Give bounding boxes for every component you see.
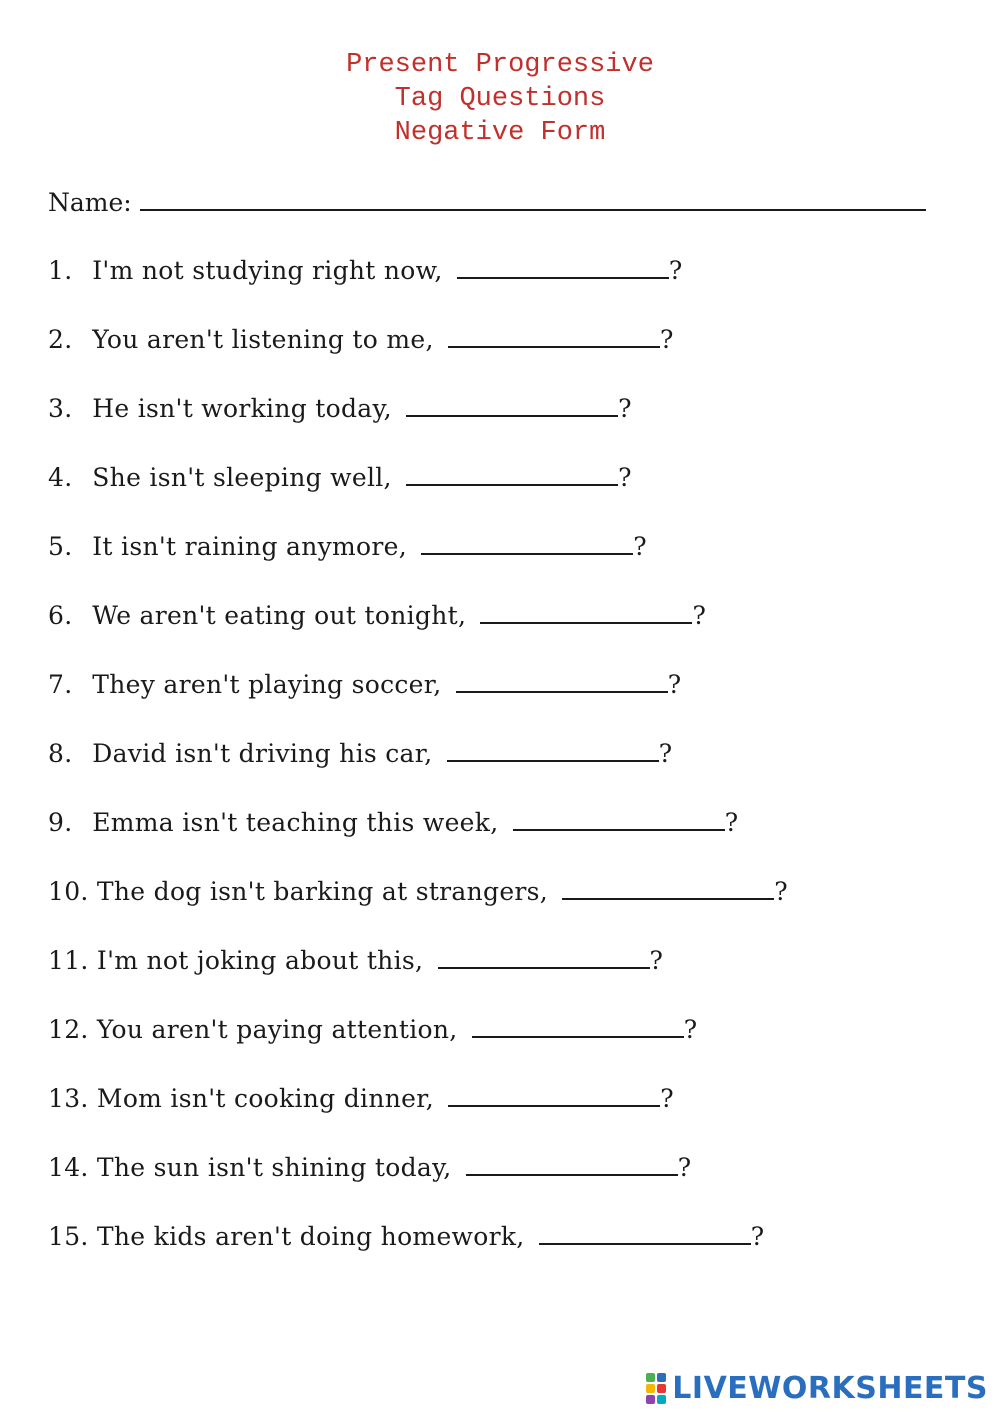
name-input[interactable]	[140, 185, 926, 211]
answer-blank[interactable]	[406, 393, 618, 417]
question-number: 11.	[48, 946, 89, 975]
question-text: Mom isn't cooking dinner,	[96, 1084, 434, 1113]
name-label: Name:	[48, 188, 132, 217]
question-item	[48, 323, 788, 392]
question-item	[48, 668, 788, 737]
question-mark: ?	[724, 808, 739, 837]
answer-blank[interactable]	[447, 738, 659, 762]
question-item	[48, 1013, 788, 1082]
question-number: 6.	[48, 601, 73, 630]
logo-square	[657, 1373, 666, 1382]
answer-blank[interactable]	[466, 1152, 678, 1176]
logo-text: LIVEWORKSHEETS	[672, 1371, 988, 1406]
question-number: 5.	[48, 532, 73, 561]
question-item	[48, 1082, 788, 1151]
answer-blank[interactable]	[513, 807, 725, 831]
question-number: 1.	[48, 256, 73, 285]
logo-square	[646, 1373, 655, 1382]
question-number: 10.	[48, 877, 89, 906]
answer-blank[interactable]	[480, 600, 692, 624]
question-text: Emma isn't teaching this week,	[92, 808, 499, 837]
question-text: It isn't raining anymore,	[92, 532, 407, 561]
logo-square	[657, 1395, 666, 1404]
question-mark: ?	[668, 256, 683, 285]
question-number: 13.	[48, 1084, 89, 1113]
question-number: 15.	[48, 1222, 89, 1251]
worksheet-title	[0, 48, 1000, 150]
question-item	[48, 1151, 788, 1220]
answer-blank[interactable]	[472, 1014, 684, 1038]
answer-blank[interactable]	[438, 945, 650, 969]
question-text: They aren't playing soccer,	[92, 670, 442, 699]
question-text: The kids aren't doing homework,	[96, 1222, 525, 1251]
logo-square	[657, 1384, 666, 1393]
answer-blank[interactable]	[448, 1083, 660, 1107]
question-item	[48, 254, 788, 323]
question-number: 4.	[48, 463, 73, 492]
question-item	[48, 806, 788, 875]
liveworksheets-logo	[646, 1371, 988, 1406]
question-item	[48, 875, 788, 944]
question-number: 2.	[48, 325, 73, 354]
answer-blank[interactable]	[457, 255, 669, 279]
question-mark: ?	[649, 946, 664, 975]
question-item	[48, 530, 788, 599]
question-number: 12.	[48, 1015, 89, 1044]
question-mark: ?	[750, 1222, 765, 1251]
logo-square	[646, 1384, 655, 1393]
question-text: We aren't eating out tonight,	[92, 601, 467, 630]
answer-blank[interactable]	[456, 669, 668, 693]
question-item	[48, 1220, 788, 1289]
answer-blank[interactable]	[448, 324, 660, 348]
question-number: 3.	[48, 394, 73, 423]
answer-blank[interactable]	[539, 1221, 751, 1245]
question-text: The dog isn't barking at strangers,	[96, 877, 549, 906]
question-item	[48, 599, 788, 668]
question-mark: ?	[618, 463, 632, 492]
question-mark: ?	[633, 532, 647, 561]
question-item	[48, 392, 788, 461]
question-mark: ?	[658, 739, 673, 768]
question-mark: ?	[659, 325, 674, 354]
question-item	[48, 944, 788, 1013]
question-text: I'm not studying right now,	[92, 256, 443, 285]
question-mark: ?	[774, 877, 789, 906]
answer-blank[interactable]	[421, 531, 633, 555]
question-mark: ?	[677, 1153, 692, 1182]
question-item	[48, 737, 788, 806]
answer-blank[interactable]	[562, 876, 774, 900]
question-mark: ?	[618, 394, 632, 423]
question-text: David isn't driving his car,	[92, 739, 433, 768]
question-text: The sun isn't shining today,	[96, 1153, 452, 1182]
title-line-2: Tag Questions	[394, 84, 606, 114]
title-line-1: Present Progressive	[346, 50, 654, 80]
question-text: She isn't sleeping well,	[92, 463, 392, 492]
question-number: 14.	[48, 1153, 89, 1182]
logo-mark-icon	[646, 1373, 666, 1404]
question-number: 9.	[48, 808, 73, 837]
title-line-3: Negative Form	[394, 118, 606, 148]
question-number: 8.	[48, 739, 73, 768]
question-text: You aren't listening to me,	[92, 325, 434, 354]
question-mark: ?	[683, 1015, 698, 1044]
question-mark: ?	[660, 1084, 674, 1113]
question-mark: ?	[667, 670, 682, 699]
question-text: He isn't working today,	[92, 394, 392, 423]
question-list	[48, 254, 788, 1289]
question-mark: ?	[692, 601, 707, 630]
name-row	[48, 185, 926, 217]
question-number: 7.	[48, 670, 73, 699]
question-item	[48, 461, 788, 530]
question-text: You aren't paying attention,	[96, 1015, 458, 1044]
answer-blank[interactable]	[406, 462, 618, 486]
logo-square	[646, 1395, 655, 1404]
question-text: I'm not joking about this,	[96, 946, 424, 975]
